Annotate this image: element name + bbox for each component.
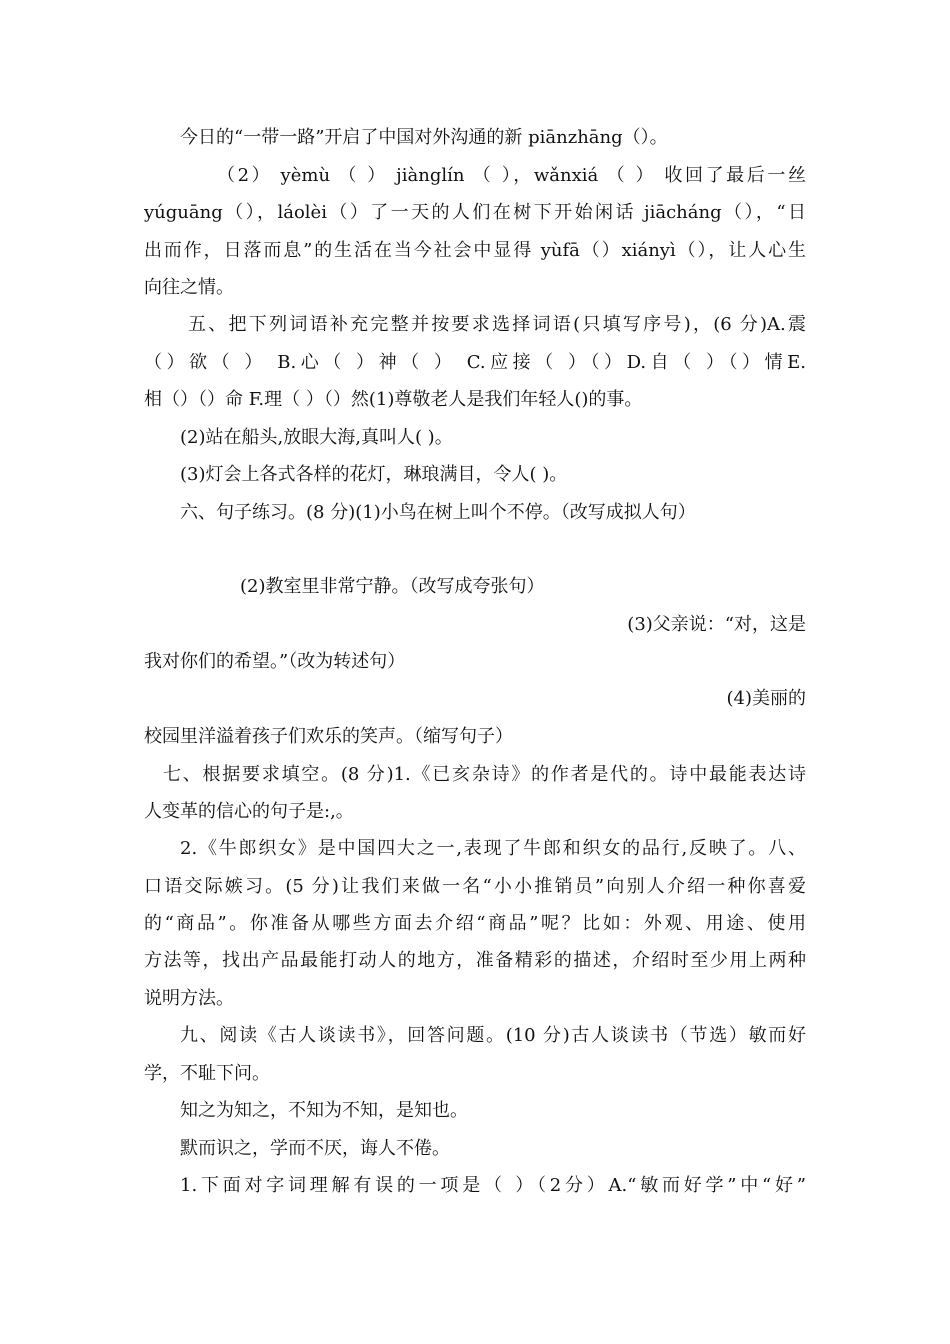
text-line: 相（）（）命 F.理（ ）（）然(1)尊敬老人是我们年轻人()的事。 [144,389,643,410]
text-line: 默而识之，学而不厌，诲人不倦。 [180,1138,450,1159]
text-line: 的“商品”。你准备从哪些方面去介绍“商品”呢？比如：外观、用途、使用 [144,913,806,934]
section-five-heading: 五、把下列词语补充完整并按要求选择词语(只填写序号)，(6 分)A.震 [188,314,806,335]
text-line: (2)教室里非常宁静。（改写成夸张句） [240,576,545,597]
text-line: 口语交际嫉习。(5 分)让我们来做一名“小小推销员”向别人介绍一种你喜爱 [144,876,806,897]
question-line: 1.下面对字词理解有误的一项是（ ）（2分）A.“敏而好学”中“好” [180,1175,806,1196]
text-line: 说明方法。 [144,988,234,1009]
text-line: 今日的“一带一路”开启了中国对外沟通的新 piānzhāng（）。 [180,127,668,148]
text-line: 我对你们的希望。”（改为转述句） [144,651,406,672]
text-line: (3)灯会上各式各样的花灯，琳琅满目，令人( )。 [180,464,568,485]
text-line: (3)父亲说：“对，这是 [627,614,806,635]
section-seven-heading: 七、根据要求填空。(8 分)1.《已亥杂诗》的作者是代的。诗中最能表达诗 [163,764,806,785]
text-line: （2） yèmù （ ） jiànglín （ ），wǎnxiá （ ） 收回了最后一丝 [217,165,806,186]
text-line: （）欲（ ） B.心（ ）神（ ） C.应接（ ）（）D.自（ ）（）情E. [144,352,806,373]
text-line: yúguāng（），láolèi（）了一天的人们在树下开始闲话 jiācháng（），“日 [144,202,806,223]
section-nine-heading: 九、阅读《古人谈读书》，回答问题。(10 分)古人谈读书（节选）敏而好 [180,1025,806,1046]
text-line: 知之为知之，不知为不知，是知也。 [180,1100,468,1121]
text-line: 向往之情。 [144,277,234,298]
text-line: 校园里洋溢着孩子们欢乐的笑声。（缩写句子） [144,726,513,747]
section-six-heading: 六、句子练习。(8 分)(1)小鸟在树上叫个不停。（改写成拟人句） [180,502,696,523]
text-line: 学，不耻下问。 [144,1063,270,1084]
text-line: (4)美丽的 [726,688,806,709]
text-line: (2)站在船头,放眼大海,真叫人( )。 [180,427,453,448]
text-line: 方法等，找出产品最能打动人的地方，准备精彩的描述，介绍时至少用上两种 [144,950,806,971]
text-line: 2.《牛郎织女》是中国四大之一,表现了牛郎和织女的品行,反映了。八、 [180,838,806,859]
text-line: 出而作，日落而息”的生活在当今社会中显得 yùfā（）xiányì（），让人心生 [144,240,806,261]
text-line: 人变革的信心的句子是:,。 [144,801,354,822]
